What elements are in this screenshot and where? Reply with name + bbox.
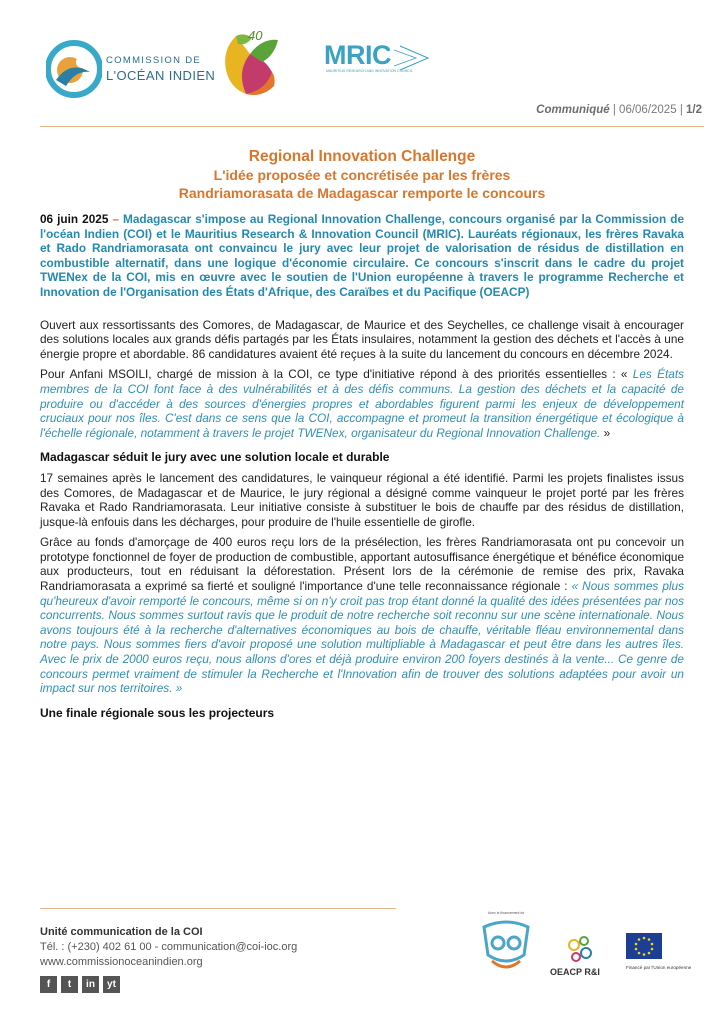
paragraph-4-quote: « Nous sommes plus qu'heureux d'avoir remporté le concours, même si on n'y croit pas trop étant donné la qualité des idées présentées par nos concurrents. Nous sommes surtout ravis que le produit de notre recherche soit reconnu sur une scène internationale. Nous avons toujours été à la recherche d'alternatives économiques au bois de chauffe, véritable fléau environnemental dans notre pays. Nous sommes fiers d'avoir proposé une solution multipliable à Madagascar et peut être dans les autres îles. Avec le prix de 2000 euros reçu, nous allons d'ores et déjà produire environ 200 foyers destinés à la vente... Ce genre de concours permet vraiment de stimuler la Recherche et l'Innovation afin de trouver des solutions adaptées pour avoir un impact sur nos territoires. » bbox=[40, 579, 684, 696]
anniversary-logo bbox=[216, 28, 286, 100]
youtube-icon[interactable]: yt bbox=[103, 976, 120, 993]
coi-logo bbox=[46, 40, 216, 98]
eu-caption: Financé par l'Union européenne bbox=[626, 965, 692, 970]
aap-emblem-icon bbox=[478, 915, 534, 977]
lead-date: 06 juin 2025 bbox=[40, 212, 109, 226]
header-divider bbox=[40, 126, 704, 127]
coi-name-line1: COMMISSION DE bbox=[106, 55, 202, 66]
paragraph-4-intro: Grâce au fonds d'amorçage de 400 euros reçu lors de la présélection, les frères Randriamorasata ont pu concevoir un prototype fonctionnel de foyer de production de combustible, apportant autosuffisance énergétique et bénéfice économique aux producteurs, tout en réduisant la déforestation. Présent lors de la cérémonie de remise des prix, Ravaka Randriamorasata a exprimé sa fierté et souligné l'importance d'une telle reconnaissance régionale : bbox=[40, 535, 684, 594]
communique-header: Communiqué | 06/06/2025 | 1/2 bbox=[536, 104, 702, 116]
paragraph-4 bbox=[40, 535, 684, 696]
article-body bbox=[40, 212, 684, 726]
oeacp-label: OEACP R&I bbox=[550, 967, 600, 977]
paragraph-2-intro: Pour Anfani MSOILI, chargé de mission à la COI, ce type d'initiative répond à des priorités essentielles : « bbox=[40, 367, 633, 382]
paragraph-2 bbox=[40, 367, 684, 440]
page-number: 1/2 bbox=[686, 104, 702, 116]
communique-label: Communiqué bbox=[536, 104, 610, 116]
footer-divider bbox=[40, 908, 396, 909]
eu-logo bbox=[626, 933, 706, 983]
partner-logos bbox=[470, 911, 710, 985]
lead-dash: – bbox=[108, 212, 123, 226]
paragraph-1: Ouvert aux ressortissants des Comores, de Madagascar, de Maurice et des Seychelles, ce challenge visait à encourager des solutions locales aux grands défis partagés par les États insulaires, notamment la gestion des déchets et l'accès à une énergie propre et abordable. 86 candidatures avaient été reçues à la suite du lancement du concours en décembre 2024. bbox=[40, 317, 684, 361]
communique-date: 06/06/2025 bbox=[619, 104, 677, 116]
mric-wordmark: MRIC bbox=[324, 40, 391, 70]
coi-name-line2: L'OCÉAN INDIEN bbox=[106, 67, 216, 83]
lead-text: Madagascar s'impose au Regional Innovation Challenge, concours organisé par la Commission de l'océan Indien (COI) et le Mauritius Research & Innovation Council (MRIC). Lauréats régionaux, les frères Ravaka et Rado Randriamorasata ont convaincu le jury avec leur projet de valorisation de résidus de distillation en combustible alternatif, dans une logique d'économie circulaire. Ce concours s'inscrit dans le cadre du projet TWENex de la COI, mis en œuvre avec le soutien de l'Union européenne à travers le programme Recherche et Innovation de l'Organisation des États d'Afrique, des Caraïbes et du Pacifique (OEACP) bbox=[40, 212, 684, 299]
press-title bbox=[40, 147, 684, 202]
twitter-icon[interactable]: t bbox=[61, 976, 78, 993]
coi-emblem-icon bbox=[46, 40, 102, 98]
title-line-2: L'idée proposée et concrétisée par les frères bbox=[213, 167, 511, 183]
footer-contact-line: Tél. : (+230) 402 61 00 - communication@coi-ioc.org bbox=[40, 941, 298, 953]
mric-logo bbox=[320, 40, 430, 76]
aap-logo bbox=[478, 911, 534, 977]
footer-unit: Unité communication de la COI bbox=[40, 926, 203, 938]
title-line-3: Randriamorasata de Madagascar remporte le concours bbox=[178, 185, 546, 201]
mric-subtitle: MAURITIUS RESEARCH AND INNOVATION COUNCIL bbox=[326, 69, 413, 73]
paragraph-3: 17 semaines après le lancement des candidatures, le vainqueur régional a été identifié. Parmi les projets finalistes issus des Comores, de Madagascar et de Maurice, le jury régional a désigné comme vainqueur le projet porté par les frères Ravaka et Rado Randriamorasata. Leur initiative consiste à substituer le bois de chauffe par des résidus de distillation, jusque-là enfouis dans les décharges, pour produire de l'huile essentielle de girofle. bbox=[40, 470, 684, 529]
social-links bbox=[40, 976, 120, 993]
eu-flag-icon bbox=[626, 933, 662, 961]
lead-paragraph bbox=[40, 212, 684, 300]
section-heading-2: Une finale régionale sous les projecteurs bbox=[40, 705, 275, 720]
aap-caption: Avec le financement de bbox=[488, 911, 525, 915]
section-heading-1: Madagascar séduit le jury avec une solution locale et durable bbox=[40, 450, 390, 465]
facebook-icon[interactable]: f bbox=[40, 976, 57, 993]
paragraph-2-end: » bbox=[600, 425, 611, 440]
footer-contact bbox=[40, 925, 297, 970]
title-line-1: Regional Innovation Challenge bbox=[248, 148, 476, 165]
linkedin-icon[interactable]: in bbox=[82, 976, 99, 993]
footer-website-link[interactable]: www.commissionoceanindien.org bbox=[40, 956, 203, 968]
oeacp-logo bbox=[548, 933, 618, 981]
oeacp-emblem-icon bbox=[548, 933, 618, 967]
anniversary-number: 40 bbox=[248, 28, 263, 43]
paragraph-2-quote: Les États membres de la COI font face à des vulnérabilités et à des défis communs. La gestion des déchets et la capacité de produire ou d'accéder à des sources d'énergies propres et abordables figurent parmi les enjeux de développement cruciaux pour nos îles. C'est dans ce sens que la COI, accompagne et promeut la transition énergétique et écologique à l'échelle régionale, notamment à travers le projet TWENex, organisateur du Regional Innovation Challenge. bbox=[40, 367, 684, 440]
